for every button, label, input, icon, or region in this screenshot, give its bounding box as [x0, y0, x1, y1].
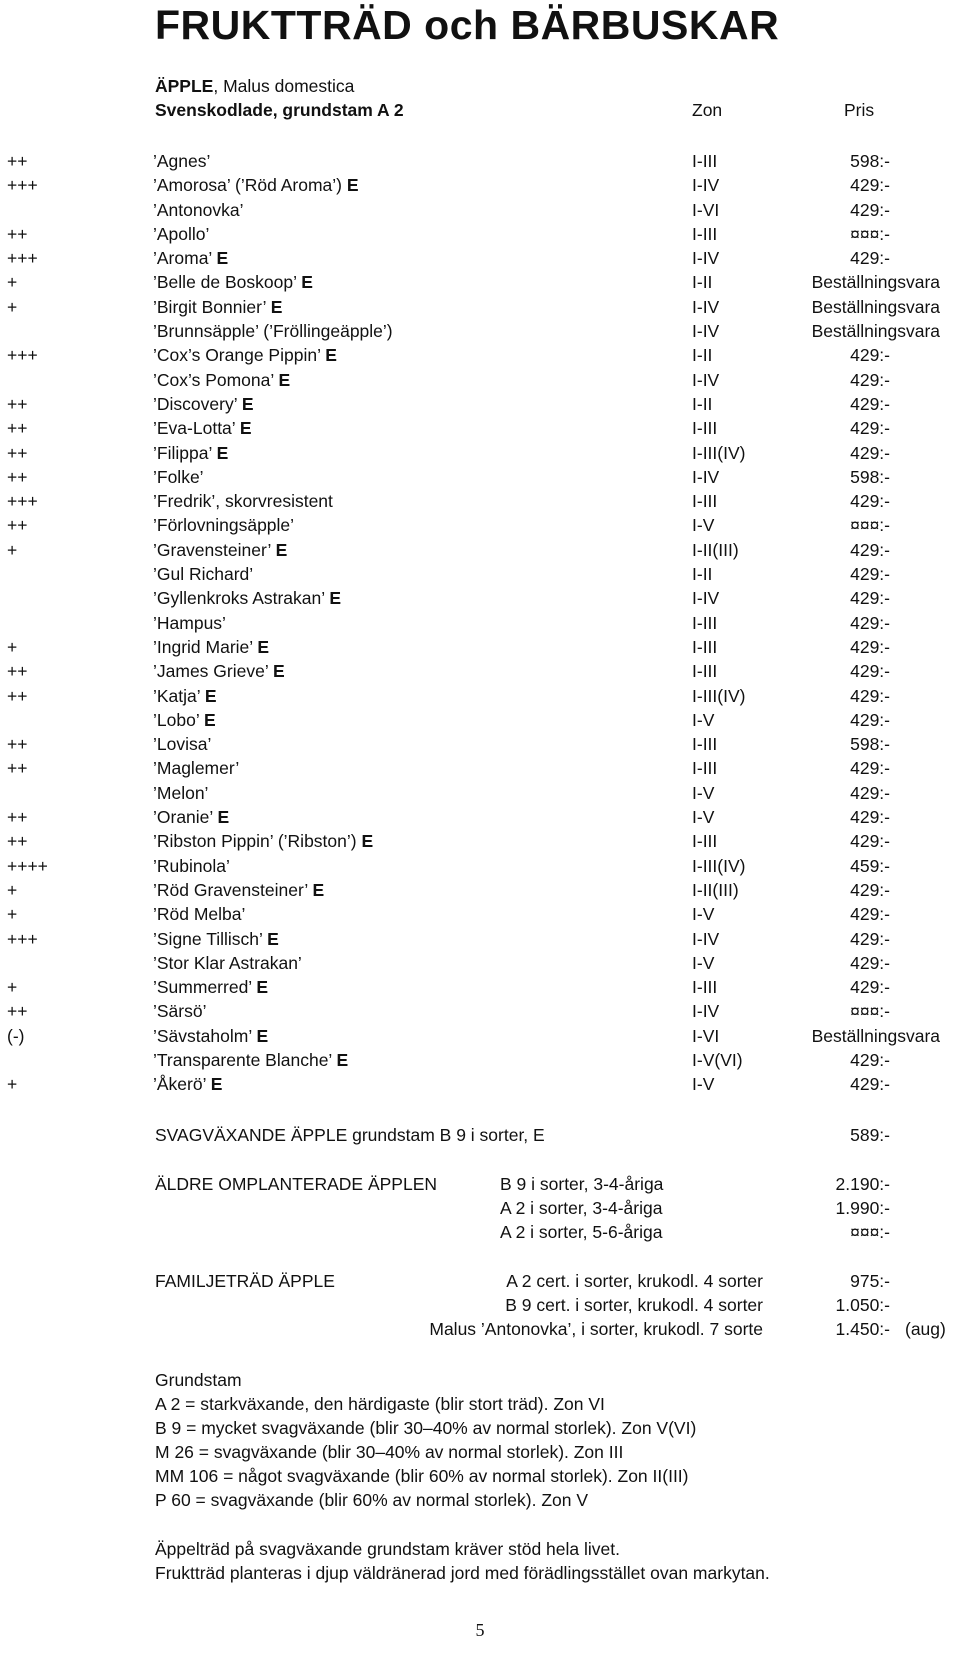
- variety-name: [153, 586, 341, 610]
- variety-name: [153, 635, 269, 659]
- variety-name-text: ’Hampus’: [153, 612, 226, 633]
- zone-column-header: Zon: [692, 100, 723, 120]
- variety-name-text: ’Förlovningsäpple’: [153, 515, 295, 536]
- variety-row: [0, 708, 960, 732]
- hardiness-rating: +: [7, 636, 18, 657]
- hardiness-rating: +++: [7, 345, 38, 366]
- variety-name-text: ’Belle de Boskoop’: [153, 272, 297, 293]
- grundstam-heading: Grundstam: [155, 1370, 242, 1390]
- hardiness-rating: +++: [7, 175, 38, 196]
- zone-value: I-II: [692, 393, 713, 414]
- zone-value: I-II: [692, 564, 713, 585]
- hardiness-rating: ++++: [7, 855, 48, 876]
- price-value: 429:-: [850, 1049, 890, 1070]
- variety-name: [153, 951, 302, 975]
- variety-name: [153, 441, 228, 465]
- zone-value: I-IV: [692, 1001, 720, 1022]
- variety-name: [153, 489, 333, 513]
- variety-name-text: ’Discovery’: [153, 393, 237, 414]
- e-marker: E: [278, 369, 291, 390]
- zone-value: I-IV: [692, 588, 720, 609]
- hardiness-rating: ++: [7, 223, 28, 244]
- zone-value: I-III: [692, 612, 718, 633]
- grundstam-line: A 2 = starkväxande, den härdigaste (blir stort träd). Zon VI: [155, 1394, 605, 1414]
- grundstam-line: M 26 = svagväxande (blir 30–40% av normal storlek). Zon III: [155, 1442, 624, 1462]
- price-value: 429:-: [850, 393, 890, 414]
- svagvaxande-price: 589:-: [850, 1125, 890, 1145]
- hardiness-rating: ++: [7, 1001, 28, 1022]
- price-value: 429:-: [850, 928, 890, 949]
- variety-name: [153, 854, 230, 878]
- e-marker: E: [256, 977, 269, 998]
- price-value: 429:-: [850, 1074, 890, 1095]
- price-value: 429:-: [850, 564, 890, 585]
- e-marker: E: [257, 636, 270, 657]
- variety-name-text: ’Agnes’: [153, 151, 211, 171]
- variety-row: [0, 173, 960, 197]
- variety-name-text: ’Åkerö’: [153, 1074, 206, 1095]
- variety-row: [0, 854, 960, 878]
- variety-row: [0, 999, 960, 1023]
- variety-name: [153, 805, 229, 829]
- e-marker: E: [325, 345, 337, 366]
- zone-value: I-III: [692, 661, 718, 682]
- section-subtitle: Svenskodlade, grundstam A 2: [155, 100, 404, 120]
- familj-label: FAMILJETRÄD ÄPPLE: [155, 1271, 335, 1291]
- price-value: 429:-: [850, 248, 890, 269]
- zone-value: I-IV: [692, 369, 720, 390]
- variety-name: [153, 198, 243, 222]
- variety-name: [153, 319, 393, 343]
- e-marker: E: [336, 1049, 349, 1070]
- price-value: 429:-: [850, 831, 890, 852]
- zone-value: I-II(III): [692, 539, 739, 560]
- variety-row: [0, 732, 960, 756]
- variety-name: [153, 902, 245, 926]
- variety-name: [153, 732, 211, 756]
- zone-value: I-IV: [692, 928, 720, 949]
- e-marker: E: [239, 418, 252, 439]
- variety-name-text: ’Aroma’: [153, 248, 212, 269]
- familj-desc: A 2 cert. i sorter, krukodl. 4 sorter: [506, 1271, 763, 1291]
- e-marker: E: [270, 296, 283, 317]
- price-value: Beställningsvara: [811, 321, 940, 342]
- variety-name: [153, 173, 359, 197]
- price-value: 429:-: [850, 539, 890, 560]
- familj-note: (aug): [905, 1319, 946, 1339]
- e-marker: E: [312, 879, 325, 900]
- variety-name: [153, 927, 279, 951]
- zone-value: I-IV: [692, 321, 720, 342]
- variety-name-text: ’Röd Gravensteiner’: [153, 879, 308, 900]
- e-marker: E: [329, 588, 342, 609]
- zone-value: I-V: [692, 709, 715, 730]
- variety-row: [0, 441, 960, 465]
- e-marker: E: [256, 1025, 269, 1046]
- variety-row: [0, 343, 960, 367]
- variety-name: [153, 368, 290, 392]
- price-value: 598:-: [850, 466, 890, 487]
- price-value: ¤¤¤:-: [850, 1001, 890, 1022]
- variety-row: [0, 513, 960, 537]
- variety-name: [153, 708, 216, 732]
- variety-name: [153, 756, 239, 780]
- variety-row: [0, 538, 960, 562]
- variety-name-text: ’Katja’: [153, 685, 201, 706]
- variety-row: [0, 562, 960, 586]
- zone-value: I-III: [692, 418, 718, 439]
- note-line: Äppelträd på svagväxande grundstam kräver stöd hela livet.: [155, 1539, 620, 1559]
- zone-value: I-III: [692, 151, 718, 171]
- variety-row: [0, 465, 960, 489]
- zone-value: I-III: [692, 223, 718, 244]
- variety-name-text: ’Oranie’: [153, 807, 213, 828]
- variety-name: [153, 878, 324, 902]
- variety-row: [0, 635, 960, 659]
- variety-row: [0, 416, 960, 440]
- svagvaxande-label: SVAGVÄXANDE ÄPPLE grundstam B 9 i sorter, E: [155, 1125, 545, 1145]
- variety-name: [153, 513, 294, 537]
- price-value: 429:-: [850, 588, 890, 609]
- variety-name-text: ’Gyllenkroks Astrakan’: [153, 588, 325, 609]
- variety-name-text: ’Cox’s Orange Pippin’: [153, 345, 321, 366]
- zone-value: I-V(VI): [692, 1049, 743, 1070]
- familj-desc: B 9 cert. i sorter, krukodl. 4 sorter: [505, 1295, 763, 1315]
- familj-desc: Malus ’Antonovka’, i sorter, krukodl. 7 sorte: [429, 1319, 763, 1339]
- variety-name: [153, 684, 217, 708]
- variety-name: [153, 295, 282, 319]
- variety-name-text: ’Lobo’: [153, 709, 200, 730]
- price-value: 429:-: [850, 491, 890, 512]
- variety-name-text: ’Stor Klar Astrakan’: [153, 952, 302, 973]
- variety-row: [0, 149, 960, 173]
- hardiness-rating: +: [7, 879, 18, 900]
- zone-value: I-IV: [692, 466, 720, 487]
- variety-row: [0, 392, 960, 416]
- e-marker: E: [275, 539, 288, 560]
- price-value: 429:-: [850, 807, 890, 828]
- price-value: 429:-: [850, 904, 890, 925]
- note-line: Fruktträd planteras i djup väldränerad jord med förädlingsstället ovan markytan.: [155, 1563, 770, 1583]
- variety-name: [153, 246, 228, 270]
- variety-name-text: ’Rubinola’: [153, 855, 230, 876]
- variety-name-text: ’Ribston Pippin’ (’Ribston’): [153, 831, 357, 852]
- e-marker: E: [346, 175, 359, 196]
- zone-value: I-IV: [692, 296, 720, 317]
- hardiness-rating: ++: [7, 734, 28, 755]
- e-marker: E: [210, 1074, 223, 1095]
- price-value: Beställningsvara: [811, 272, 940, 293]
- variety-name-text: ’Summerred’: [153, 977, 252, 998]
- variety-name: [153, 416, 252, 440]
- variety-name: [153, 1072, 222, 1096]
- variety-name-text: ’Folke’: [153, 466, 204, 487]
- variety-row: [0, 805, 960, 829]
- price-value: 429:-: [850, 442, 890, 463]
- variety-name: [153, 343, 337, 367]
- e-marker: E: [217, 807, 230, 828]
- aldre-desc: B 9 i sorter, 3-4-åriga: [500, 1174, 664, 1194]
- variety-row: [0, 1024, 960, 1048]
- price-value: 429:-: [850, 685, 890, 706]
- price-value: 429:-: [850, 636, 890, 657]
- zone-value: I-III(IV): [692, 855, 746, 876]
- variety-name-text: ’Eva-Lotta’: [153, 418, 236, 439]
- variety-name-text: ’Gravensteiner’: [153, 539, 271, 560]
- zone-value: I-VI: [692, 199, 720, 220]
- hardiness-rating: ++: [7, 442, 28, 463]
- price-value: 429:-: [850, 879, 890, 900]
- zone-value: I-IV: [692, 175, 720, 196]
- hardiness-rating: ++: [7, 515, 28, 536]
- e-marker: E: [241, 393, 254, 414]
- variety-name-text: ’Maglemer’: [153, 758, 240, 779]
- zone-value: I-III: [692, 758, 718, 779]
- variety-name-text: ’Filippa’: [153, 442, 212, 463]
- zone-value: I-III(IV): [692, 685, 746, 706]
- variety-row: [0, 489, 960, 513]
- variety-name-text: ’Fredrik’, skorvresistent: [153, 491, 333, 512]
- zone-value: I-III: [692, 636, 718, 657]
- aldre-desc: A 2 i sorter, 3-4-åriga: [500, 1198, 663, 1218]
- aldre-price: 1.990:-: [835, 1198, 890, 1218]
- price-value: Beställningsvara: [811, 296, 940, 317]
- hardiness-rating: ++: [7, 685, 28, 706]
- e-marker: E: [204, 685, 217, 706]
- variety-name-text: ’Antonovka’: [153, 199, 244, 220]
- variety-name: [153, 149, 210, 173]
- variety-name: [153, 611, 226, 635]
- variety-row: [0, 878, 960, 902]
- price-value: 429:-: [850, 199, 890, 220]
- price-column-header: Pris: [844, 100, 875, 120]
- variety-name-text: ’Brunnsäpple’ (’Fröllingeäpple’): [153, 321, 393, 342]
- variety-name-text: ’Birgit Bonnier’: [153, 296, 266, 317]
- species-heading: [155, 74, 354, 98]
- variety-row: [0, 270, 960, 294]
- grundstam-line: MM 106 = något svagväxande (blir 60% av normal storlek). Zon II(III): [155, 1466, 689, 1486]
- zone-value: I-III: [692, 831, 718, 852]
- price-value: 459:-: [850, 855, 890, 876]
- hardiness-rating: +: [7, 296, 18, 317]
- zone-value: I-III(IV): [692, 442, 746, 463]
- price-value: 429:-: [850, 369, 890, 390]
- aldre-desc: A 2 i sorter, 5-6-åriga: [500, 1222, 663, 1242]
- hardiness-rating: +: [7, 904, 18, 925]
- aldre-price: 2.190:-: [835, 1174, 890, 1194]
- variety-name: [153, 538, 287, 562]
- variety-name-text: ’Signe Tillisch’: [153, 928, 263, 949]
- variety-name-text: ’Röd Melba’: [153, 904, 246, 925]
- variety-name: [153, 1024, 268, 1048]
- variety-name-text: ’Transparente Blanche’: [153, 1049, 332, 1070]
- price-value: ¤¤¤:-: [850, 515, 890, 536]
- variety-name-text: ’Amorosa’ (’Röd Aroma’): [153, 175, 342, 196]
- hardiness-rating: ++: [7, 831, 28, 852]
- variety-row: [0, 295, 960, 319]
- zone-value: I-V: [692, 1074, 715, 1095]
- zone-value: I-V: [692, 807, 715, 828]
- zone-value: I-III: [692, 491, 718, 512]
- variety-name-text: ’James Grieve’: [153, 661, 269, 682]
- zone-value: I-II: [692, 345, 713, 366]
- hardiness-rating: +++: [7, 491, 38, 512]
- zone-value: I-V: [692, 782, 715, 803]
- variety-name-text: ’Melon’: [153, 782, 209, 803]
- page-number: 5: [475, 1620, 485, 1640]
- grundstam-line: P 60 = svagväxande (blir 60% av normal storlek). Zon V: [155, 1490, 589, 1510]
- aldre-price: ¤¤¤:-: [850, 1222, 890, 1242]
- variety-name-text: ’Gul Richard’: [153, 564, 254, 585]
- hardiness-rating: ++: [7, 418, 28, 439]
- variety-name: [153, 829, 373, 853]
- variety-name: [153, 975, 268, 999]
- price-value: 598:-: [850, 734, 890, 755]
- e-marker: E: [267, 928, 279, 949]
- variety-name: [153, 781, 208, 805]
- variety-name: [153, 659, 285, 683]
- hardiness-rating: +: [7, 272, 18, 293]
- price-value: 429:-: [850, 709, 890, 730]
- hardiness-rating: (-): [7, 1025, 25, 1046]
- variety-row: [0, 198, 960, 222]
- variety-row: [0, 659, 960, 683]
- hardiness-rating: +: [7, 1074, 18, 1095]
- grundstam-line: B 9 = mycket svagväxande (blir 30–40% av normal storlek). Zon V(VI): [155, 1418, 697, 1438]
- variety-row: [0, 1048, 960, 1072]
- zone-value: I-III: [692, 734, 718, 755]
- variety-name-text: ’Lovisa’: [153, 734, 212, 755]
- hardiness-rating: ++: [7, 661, 28, 682]
- variety-name: [153, 222, 209, 246]
- hardiness-rating: +: [7, 539, 18, 560]
- e-marker: E: [203, 709, 216, 730]
- familj-price: 975:-: [850, 1271, 890, 1291]
- variety-row: [0, 1072, 960, 1096]
- zone-value: I-II: [692, 272, 713, 293]
- price-value: 429:-: [850, 758, 890, 779]
- variety-row: [0, 927, 960, 951]
- variety-row: [0, 684, 960, 708]
- variety-name: [153, 999, 207, 1023]
- price-value: 598:-: [850, 151, 890, 171]
- variety-table: [0, 149, 960, 1097]
- aldre-label: ÄLDRE OMPLANTERADE ÄPPLEN: [155, 1174, 438, 1194]
- variety-name-text: ’Cox’s Pomona’: [153, 369, 274, 390]
- hardiness-rating: ++: [7, 393, 28, 414]
- variety-row: [0, 319, 960, 343]
- variety-row: [0, 246, 960, 270]
- variety-name: [153, 270, 313, 294]
- price-value: Beställningsvara: [811, 1025, 940, 1046]
- price-value: 429:-: [850, 952, 890, 973]
- e-marker: E: [216, 442, 229, 463]
- familj-price: 1.050:-: [835, 1295, 890, 1315]
- variety-name: [153, 1048, 348, 1072]
- variety-name: [153, 465, 204, 489]
- zone-value: I-III: [692, 977, 718, 998]
- variety-row: [0, 902, 960, 926]
- e-marker: E: [272, 661, 285, 682]
- e-marker: E: [216, 248, 229, 269]
- zone-value: I-VI: [692, 1025, 720, 1046]
- price-value: 429:-: [850, 418, 890, 439]
- variety-row: [0, 975, 960, 999]
- zone-value: I-V: [692, 515, 715, 536]
- zone-value: I-II(III): [692, 879, 739, 900]
- e-marker: E: [361, 831, 374, 852]
- variety-name: [153, 562, 253, 586]
- hardiness-rating: +: [7, 977, 18, 998]
- hardiness-rating: ++: [7, 151, 28, 171]
- price-value: 429:-: [850, 175, 890, 196]
- page-title: FRUKTTRÄD och BÄRBUSKAR: [155, 2, 780, 48]
- species-latin: , Malus domestica: [213, 76, 355, 96]
- variety-row: [0, 222, 960, 246]
- price-value: 429:-: [850, 345, 890, 366]
- variety-name-text: ’Särsö’: [153, 1001, 207, 1022]
- variety-row: [0, 829, 960, 853]
- zone-value: I-IV: [692, 248, 720, 269]
- variety-row: [0, 586, 960, 610]
- variety-name-text: ’Ingrid Marie’: [153, 636, 253, 657]
- variety-row: [0, 756, 960, 780]
- hardiness-rating: +++: [7, 248, 38, 269]
- variety-row: [0, 951, 960, 975]
- hardiness-rating: +++: [7, 928, 38, 949]
- variety-row: [0, 781, 960, 805]
- price-value: 429:-: [850, 782, 890, 803]
- e-marker: E: [301, 272, 313, 293]
- price-value: 429:-: [850, 612, 890, 633]
- species-name: ÄPPLE: [155, 76, 214, 96]
- variety-row: [0, 368, 960, 392]
- price-value: 429:-: [850, 661, 890, 682]
- variety-name-text: ’Apollo’: [153, 223, 210, 244]
- hardiness-rating: ++: [7, 466, 28, 487]
- price-value: 429:-: [850, 977, 890, 998]
- hardiness-rating: ++: [7, 758, 28, 779]
- variety-name-text: ’Sävstaholm’: [153, 1025, 252, 1046]
- hardiness-rating: ++: [7, 807, 28, 828]
- zone-value: I-V: [692, 952, 715, 973]
- price-value: ¤¤¤:-: [850, 223, 890, 244]
- familj-price: 1.450:-: [835, 1319, 890, 1339]
- variety-row: [0, 611, 960, 635]
- zone-value: I-V: [692, 904, 715, 925]
- variety-name: [153, 392, 254, 416]
